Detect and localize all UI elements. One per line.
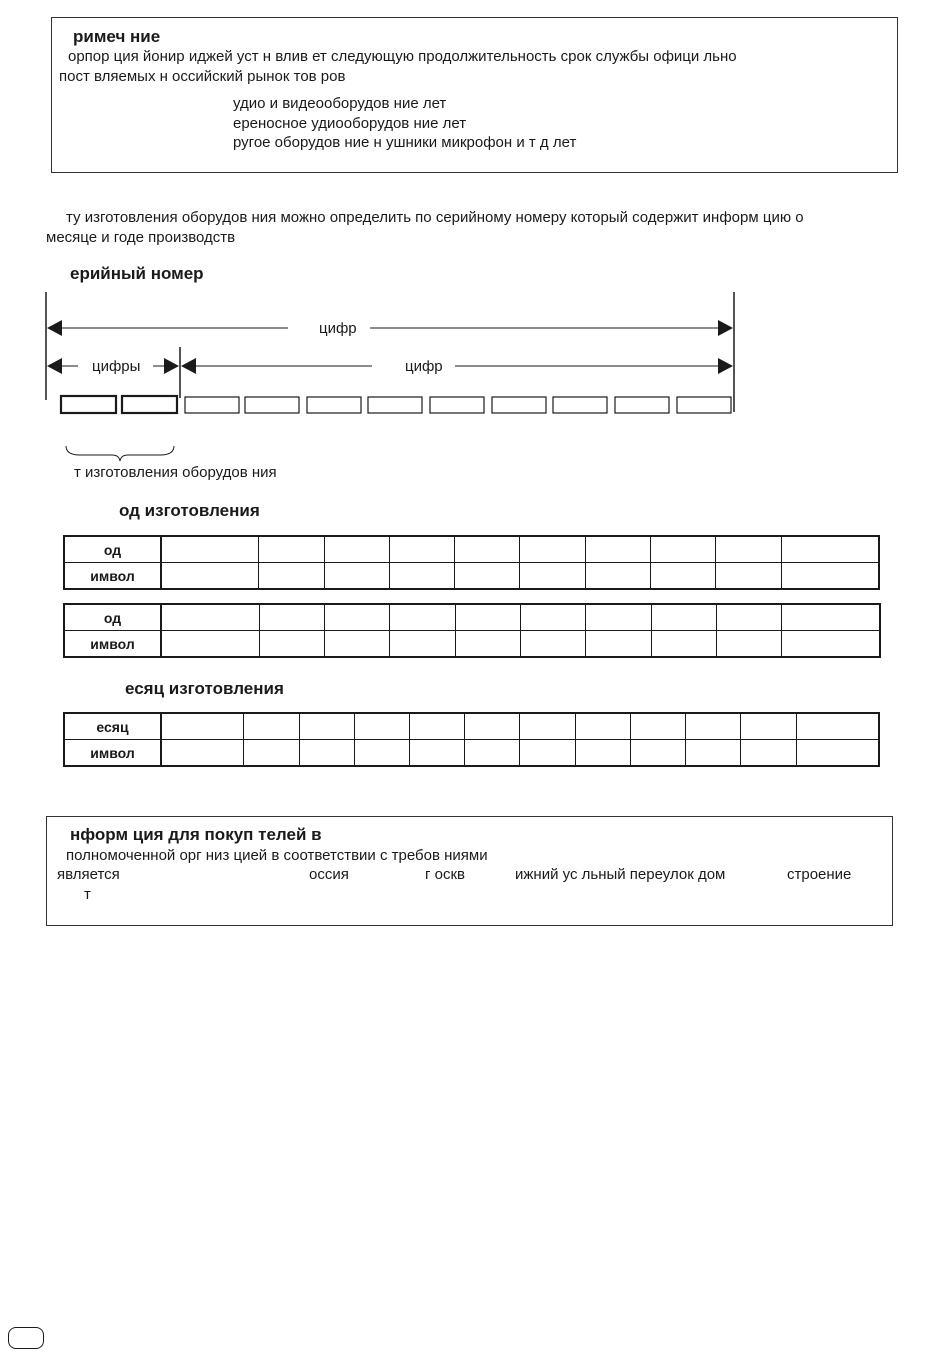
symbol-row-label: имвол <box>64 563 161 590</box>
digit-box-9 <box>553 397 607 413</box>
info-line-2d: ижний ус льный переулок дом <box>515 866 726 883</box>
digit-box-6 <box>368 397 422 413</box>
year-cell <box>781 536 879 563</box>
symbol-cell <box>717 631 782 658</box>
symbol-cell <box>465 740 520 767</box>
year-cell <box>586 604 651 631</box>
symbol-cell <box>455 631 520 658</box>
info-title: нформ ция для покуп телей в <box>70 825 322 844</box>
symbol-cell <box>161 740 244 767</box>
info-line-2e: строение <box>787 866 852 883</box>
digit-boxes <box>61 396 731 413</box>
year-section-title: од изготовления <box>119 501 260 520</box>
month-cell <box>520 713 575 740</box>
intro-line-2: месяце и годе производств <box>46 229 236 246</box>
digit-box-3 <box>185 397 239 413</box>
symbol-cell <box>324 563 389 590</box>
year-cell <box>389 536 454 563</box>
info-line-1: полномоченной орг низ цией в соответствии с требов ниями <box>66 847 488 864</box>
symbol-cell <box>651 563 716 590</box>
year-table-2 <box>63 603 881 658</box>
year-cell <box>455 604 520 631</box>
month-table <box>63 712 880 767</box>
year-cell <box>324 604 389 631</box>
month-cell <box>796 713 879 740</box>
month-cell <box>244 713 299 740</box>
digit-box-8 <box>492 397 546 413</box>
month-cell <box>410 713 465 740</box>
month-cell <box>465 713 520 740</box>
info-line-2b: оссия <box>309 866 349 883</box>
symbol-cell <box>575 740 630 767</box>
year-cell <box>390 604 455 631</box>
symbol-cell <box>389 563 454 590</box>
info-line-2c: г оскв <box>425 866 466 883</box>
note-item-2: ереносное удиооборудов ние лет <box>233 115 467 132</box>
month-cell <box>575 713 630 740</box>
year-cell <box>585 536 650 563</box>
symbol-cell <box>259 563 324 590</box>
year-cell <box>324 536 389 563</box>
symbol-row-label: имвол <box>64 740 161 767</box>
info-line-2a: является <box>57 866 120 883</box>
symbol-cell <box>741 740 796 767</box>
digit-box-11 <box>677 397 731 413</box>
first-digits-arrow <box>47 358 179 375</box>
note-item-3: ругое оборудов ние н ушники микрофон и т д лет <box>233 134 577 151</box>
rest-digits-label: цифр <box>405 358 443 375</box>
symbol-cell <box>410 740 465 767</box>
digit-box-1 <box>61 396 116 413</box>
symbol-cell <box>781 563 879 590</box>
note-item-1: удио и видеооборудов ние лет <box>233 95 447 112</box>
month-cell <box>741 713 796 740</box>
digit-box-5 <box>307 397 361 413</box>
month-cell <box>299 713 354 740</box>
month-cell <box>161 713 244 740</box>
symbol-cell <box>324 631 389 658</box>
first-digits-label: цифры <box>92 358 141 375</box>
year-cell <box>520 536 585 563</box>
symbol-cell <box>716 563 781 590</box>
month-section-title: есяц изготовления <box>125 679 284 698</box>
serial-title: ерийный номер <box>70 264 204 283</box>
total-digits-arrow <box>47 320 733 337</box>
digit-box-10 <box>615 397 669 413</box>
year-cell <box>651 536 716 563</box>
digit-box-7 <box>430 397 484 413</box>
year-row-label: од <box>64 604 161 631</box>
symbol-cell <box>686 740 741 767</box>
year-cell <box>161 604 259 631</box>
date-brace <box>66 446 174 461</box>
year-row-label: од <box>64 536 161 563</box>
symbol-cell <box>161 631 259 658</box>
symbol-cell <box>161 563 259 590</box>
symbol-cell <box>520 631 585 658</box>
year-cell <box>259 536 324 563</box>
year-cell <box>259 604 324 631</box>
month-row-label: есяц <box>64 713 161 740</box>
symbol-cell <box>586 631 651 658</box>
year-cell <box>455 536 520 563</box>
year-cell <box>782 604 880 631</box>
note-title: римеч ние <box>73 27 161 46</box>
date-caption: т изготовления оборудов ния <box>74 464 277 481</box>
year-cell <box>520 604 585 631</box>
total-digits-label: цифр <box>319 320 357 337</box>
symbol-cell <box>244 740 299 767</box>
note-line-1: орпор ция йонир иджей уст н влив ет следующую продолжительность срок службы офици льно <box>68 48 737 65</box>
symbol-cell <box>259 631 324 658</box>
rest-digits-arrow <box>181 358 733 375</box>
symbol-cell <box>651 631 716 658</box>
digit-box-4 <box>245 397 299 413</box>
note-line-2: пост вляемых н оссийский рынок тов ров <box>59 68 346 85</box>
month-cell <box>354 713 409 740</box>
year-cell <box>716 536 781 563</box>
symbol-row-label: имвол <box>64 631 161 658</box>
symbol-cell <box>796 740 879 767</box>
symbol-cell <box>390 631 455 658</box>
symbol-cell <box>299 740 354 767</box>
symbol-cell <box>630 740 685 767</box>
intro-line-1: ту изготовления оборудов ния можно определить по серийному номеру который содержит информ цию о <box>66 209 804 226</box>
month-cell <box>630 713 685 740</box>
serial-diagram <box>0 0 950 500</box>
symbol-cell <box>455 563 520 590</box>
symbol-cell <box>520 563 585 590</box>
info-line-3: т <box>84 886 91 903</box>
year-cell <box>161 536 259 563</box>
page-number-tab <box>8 1327 44 1349</box>
year-cell <box>717 604 782 631</box>
digit-box-2 <box>122 396 177 413</box>
symbol-cell <box>782 631 880 658</box>
year-table-1 <box>63 535 880 590</box>
year-cell <box>651 604 716 631</box>
symbol-cell <box>354 740 409 767</box>
symbol-cell <box>585 563 650 590</box>
symbol-cell <box>520 740 575 767</box>
month-cell <box>686 713 741 740</box>
